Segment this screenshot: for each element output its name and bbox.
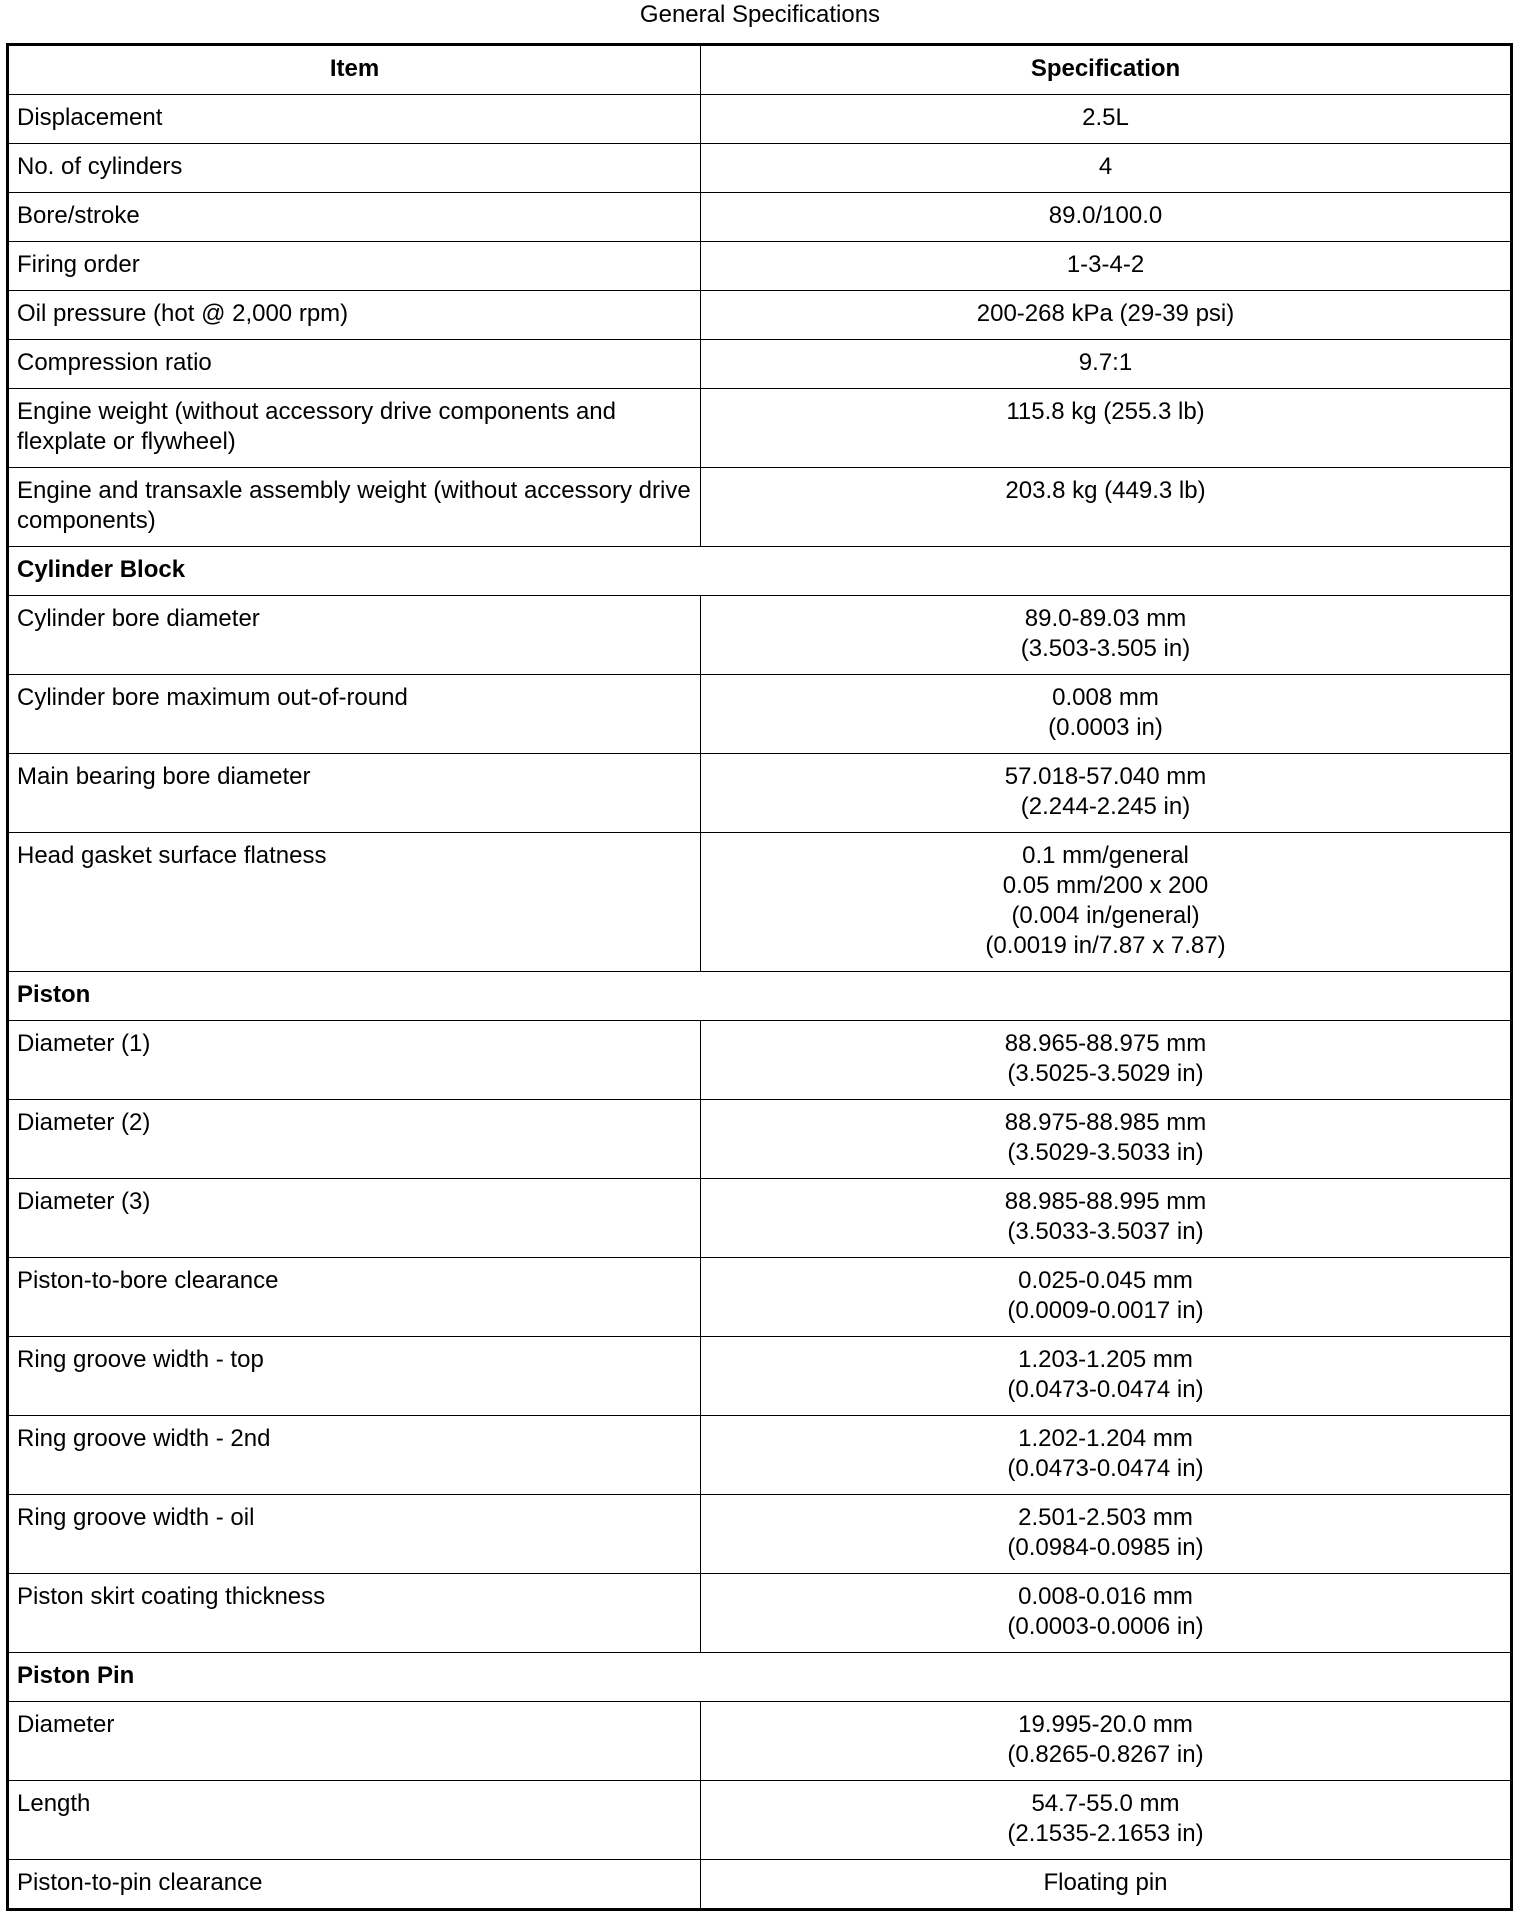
- spec-cell: 0.1 mm/general 0.05 mm/200 x 200 (0.004 in/general) (0.0019 in/7.87 x 7.87): [701, 833, 1512, 972]
- table-row: [8, 340, 1512, 389]
- table-row: [8, 1100, 1512, 1179]
- spec-cell: 1.202-1.204 mm (0.0473-0.0474 in): [701, 1416, 1512, 1495]
- table-row: [8, 1781, 1512, 1860]
- item-cell: Diameter (3): [8, 1179, 701, 1258]
- item-cell: Head gasket surface flatness: [8, 833, 701, 972]
- table-row: [8, 242, 1512, 291]
- item-cell: Length: [8, 1781, 701, 1860]
- spec-cell: 2.501-2.503 mm (0.0984-0.0985 in): [701, 1495, 1512, 1574]
- item-cell: Oil pressure (hot @ 2,000 rpm): [8, 291, 701, 340]
- item-cell: Diameter (2): [8, 1100, 701, 1179]
- item-cell: Piston-to-bore clearance: [8, 1258, 701, 1337]
- section-row: [8, 972, 1512, 1021]
- item-cell: Diameter (1): [8, 1021, 701, 1100]
- item-cell: Diameter: [8, 1702, 701, 1781]
- item-cell: Displacement: [8, 95, 701, 144]
- item-cell: Compression ratio: [8, 340, 701, 389]
- table-row: [8, 1416, 1512, 1495]
- spec-cell: 57.018-57.040 mm (2.244-2.245 in): [701, 754, 1512, 833]
- spec-cell: 2.5L: [701, 95, 1512, 144]
- table-header-row: [8, 45, 1512, 95]
- item-cell: Bore/stroke: [8, 193, 701, 242]
- section-heading-piston-pin: Piston Pin: [8, 1653, 1512, 1702]
- spec-cell: 0.008 mm (0.0003 in): [701, 675, 1512, 754]
- spec-cell: 0.008-0.016 mm (0.0003-0.0006 in): [701, 1574, 1512, 1653]
- spec-cell: 4: [701, 144, 1512, 193]
- spec-cell: 89.0-89.03 mm (3.503-3.505 in): [701, 596, 1512, 675]
- item-cell: No. of cylinders: [8, 144, 701, 193]
- table-caption: General Specifications: [639, 1, 881, 28]
- item-cell: Ring groove width - 2nd: [8, 1416, 701, 1495]
- table-row: [8, 675, 1512, 754]
- item-cell: Ring groove width - oil: [8, 1495, 701, 1574]
- table-row: [8, 754, 1512, 833]
- column-header-item: Item: [8, 45, 701, 95]
- item-cell: Engine weight (without accessory drive components and flexplate or flywheel): [8, 389, 701, 468]
- item-cell: Engine and transaxle assembly weight (without accessory drive components): [8, 468, 701, 547]
- table-row: [8, 1258, 1512, 1337]
- table-row: [8, 1495, 1512, 1574]
- spec-cell: 200-268 kPa (29-39 psi): [701, 291, 1512, 340]
- section-row: [8, 547, 1512, 596]
- section-row: [8, 1653, 1512, 1702]
- table-row: [8, 833, 1512, 972]
- item-cell: Cylinder bore maximum out-of-round: [8, 675, 701, 754]
- spec-cell: 1-3-4-2: [701, 242, 1512, 291]
- spec-cell: 0.025-0.045 mm (0.0009-0.0017 in): [701, 1258, 1512, 1337]
- spec-cell: 54.7-55.0 mm (2.1535-2.1653 in): [701, 1781, 1512, 1860]
- table-row: [8, 1337, 1512, 1416]
- spec-cell: 88.975-88.985 mm (3.5029-3.5033 in): [701, 1100, 1512, 1179]
- section-heading-cylinder-block: Cylinder Block: [8, 547, 1512, 596]
- spec-cell: 115.8 kg (255.3 lb): [701, 389, 1512, 468]
- table-row: [8, 1021, 1512, 1100]
- spec-cell: 89.0/100.0: [701, 193, 1512, 242]
- table-row: [8, 144, 1512, 193]
- item-cell: Main bearing bore diameter: [8, 754, 701, 833]
- item-cell: Ring groove width - top: [8, 1337, 701, 1416]
- section-heading-piston: Piston: [8, 972, 1512, 1021]
- table-row: [8, 468, 1512, 547]
- specifications-table: [6, 43, 1513, 1911]
- spec-cell: Floating pin: [701, 1860, 1512, 1910]
- item-cell: Cylinder bore diameter: [8, 596, 701, 675]
- table-row: [8, 95, 1512, 144]
- item-cell: Piston-to-pin clearance: [8, 1860, 701, 1910]
- spec-cell: 88.965-88.975 mm (3.5025-3.5029 in): [701, 1021, 1512, 1100]
- spec-cell: 203.8 kg (449.3 lb): [701, 468, 1512, 547]
- table-row: [8, 389, 1512, 468]
- spec-cell: 9.7:1: [701, 340, 1512, 389]
- table-row: [8, 1702, 1512, 1781]
- spec-cell: 1.203-1.205 mm (0.0473-0.0474 in): [701, 1337, 1512, 1416]
- spec-cell: 88.985-88.995 mm (3.5033-3.5037 in): [701, 1179, 1512, 1258]
- spec-cell: 19.995-20.0 mm (0.8265-0.8267 in): [701, 1702, 1512, 1781]
- item-cell: Firing order: [8, 242, 701, 291]
- table-row: [8, 291, 1512, 340]
- column-header-specification: Specification: [701, 45, 1512, 95]
- table-row: [8, 596, 1512, 675]
- item-cell: Piston skirt coating thickness: [8, 1574, 701, 1653]
- table-row: [8, 1574, 1512, 1653]
- table-row: [8, 1860, 1512, 1910]
- table-row: [8, 193, 1512, 242]
- table-row: [8, 1179, 1512, 1258]
